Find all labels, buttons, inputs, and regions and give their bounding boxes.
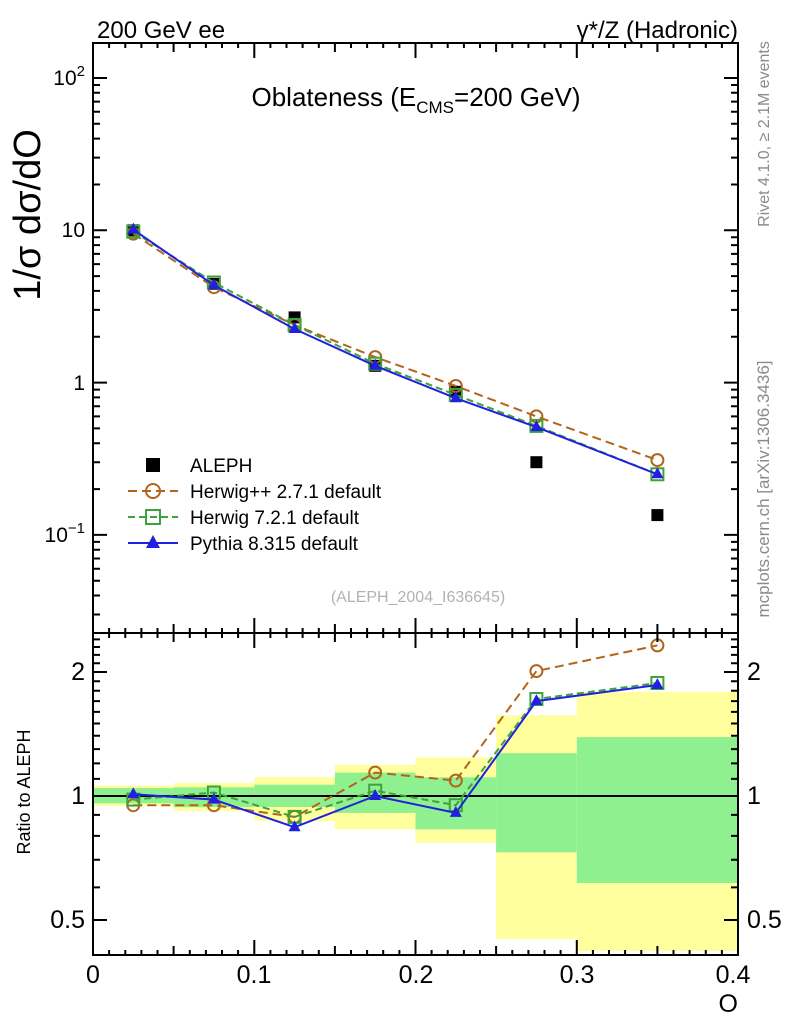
- main-y-tick-label-1: [73, 372, 85, 395]
- plot-title: [251, 82, 580, 117]
- header-beam-label: 200 GeV ee: [97, 17, 226, 44]
- main-curve: [133, 230, 657, 475]
- plot-title-pre: Oblateness (E: [251, 82, 417, 112]
- ratio-y-tick-right-0p5: 0.5: [747, 906, 782, 934]
- main-y-tick-label-100: [53, 63, 85, 90]
- marker-square-filled: [530, 456, 542, 468]
- legend-label-aleph: ALEPH: [190, 456, 253, 477]
- x-tick-label-0: 0: [86, 961, 100, 989]
- tick-exp: −1: [67, 520, 85, 537]
- mcplots-reference-note: mcplots.cern.ch [arXiv:1306.3436]: [754, 360, 773, 618]
- ratio-band-inner: [496, 753, 577, 852]
- x-tick-label-0p1: 0.1: [236, 961, 272, 989]
- tick-base: 10: [61, 219, 85, 242]
- legend-label-pythia8: Pythia 8.315 default: [190, 534, 358, 555]
- ratio-band-inner: [577, 737, 738, 883]
- main-y-tick-label-0p1: [45, 520, 85, 547]
- main-curve: [133, 234, 657, 460]
- ratio-y-tick-left-2: 2: [71, 658, 85, 686]
- ratio-uncertainty-bands: [93, 692, 738, 951]
- marker-square-filled: [146, 458, 160, 472]
- tick-base: 10: [44, 524, 68, 547]
- main-y-axis-title: 1/σ dσ/dO: [7, 129, 49, 301]
- marker-circle-open: [530, 665, 542, 677]
- analysis-id-watermark: (ALEPH_2004_I636645): [330, 589, 506, 606]
- plot-title-subscript: CMS: [416, 98, 455, 117]
- x-axis-title: O: [718, 990, 738, 1018]
- marker-square-filled: [651, 509, 663, 521]
- x-tick-label-0p3: 0.3: [559, 961, 595, 989]
- x-tick-label-0p4: 0.4: [715, 961, 751, 989]
- ratio-band-inner: [416, 777, 497, 829]
- ratio-y-axis-title: Ratio to ALEPH: [14, 729, 34, 855]
- legend-label-herwig7: Herwig 7.2.1 default: [190, 508, 359, 529]
- ratio-y-tick-left-1: 1: [71, 782, 85, 810]
- tick-exp: 2: [76, 63, 85, 80]
- plot-title-post: =200 GeV): [454, 82, 581, 112]
- x-tick-label-0p2: 0.2: [398, 961, 434, 989]
- main-y-tick-label-10: [62, 219, 85, 242]
- tick-base: 1: [73, 372, 85, 395]
- ratio-y-tick-left-0p5: 0.5: [50, 906, 85, 934]
- marker-circle-open: [651, 454, 663, 466]
- legend-markers: [128, 458, 178, 548]
- legend-label-herwigpp: Herwig++ 2.7.1 default: [190, 482, 382, 503]
- main-curve: [133, 232, 657, 475]
- marker-triangle-filled: [146, 535, 160, 548]
- ratio-y-tick-right-1: 1: [747, 782, 761, 810]
- rivet-version-note: Rivet 4.1.0, ≥ 2.1M events: [756, 41, 773, 227]
- ratio-y-tick-right-2: 2: [747, 658, 761, 686]
- tick-base: 10: [53, 67, 77, 90]
- header-process-label: γ*/Z (Hadronic): [576, 17, 738, 44]
